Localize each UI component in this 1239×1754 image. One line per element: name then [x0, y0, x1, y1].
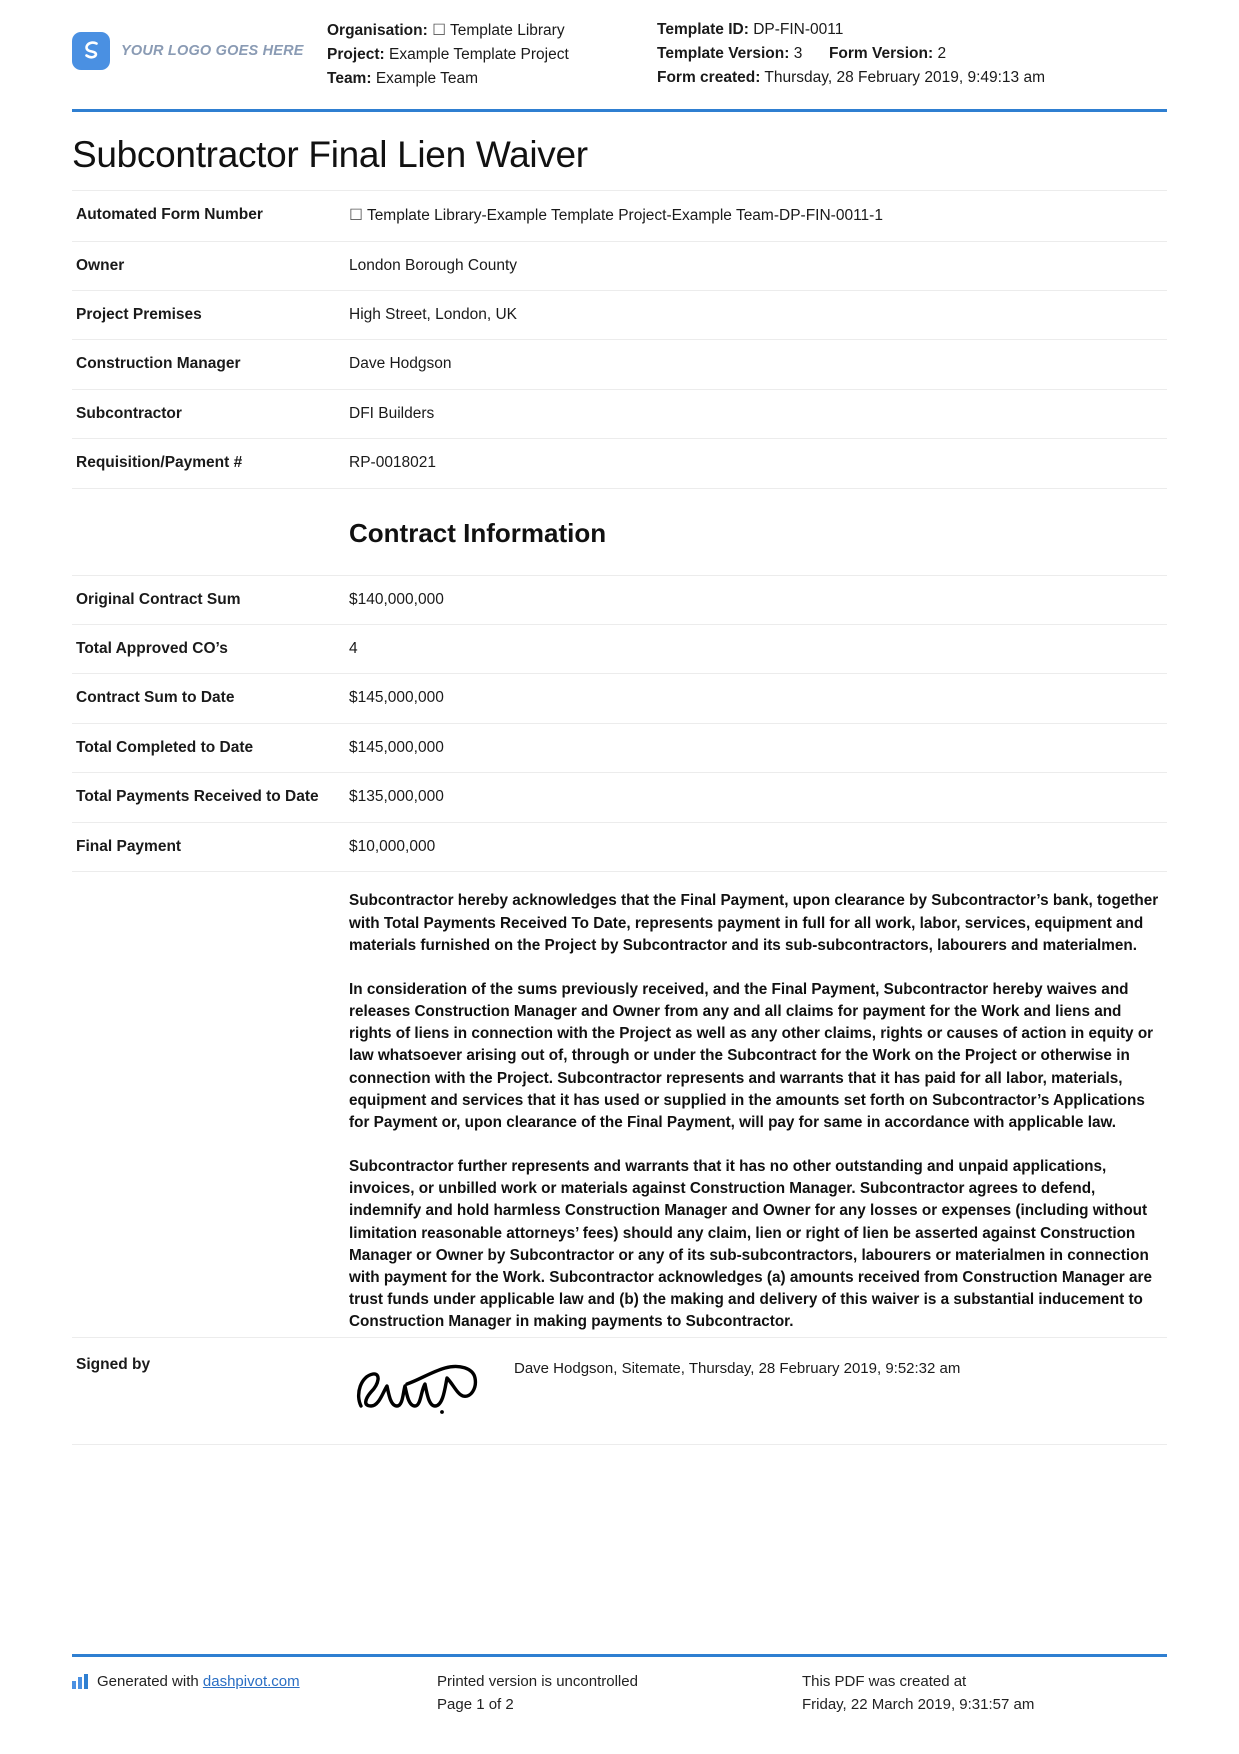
table-row	[72, 389, 1167, 438]
project-value: Example Template Project	[389, 46, 569, 64]
header-meta-right	[657, 18, 1167, 90]
organisation-icon: ☐	[432, 21, 446, 39]
table-row	[72, 822, 1167, 871]
version-line	[657, 42, 1167, 66]
row-value: $140,000,000	[345, 575, 1167, 624]
table-row	[72, 575, 1167, 624]
footer-printed	[437, 1671, 802, 1716]
row-value: London Borough County	[345, 241, 1167, 290]
organisation-line	[327, 18, 657, 43]
template-version-value: 3	[793, 45, 803, 63]
form-created-value: Thursday, 28 February 2019, 9:49:13 am	[764, 69, 1046, 87]
form-created-line	[657, 66, 1167, 90]
template-id-label: Template ID:	[657, 21, 749, 38]
footer-printed-line1: Printed version is uncontrolled	[437, 1673, 638, 1690]
section-heading-spacer	[72, 488, 345, 575]
team-line	[327, 67, 657, 91]
row-label: Total Payments Received to Date	[72, 773, 345, 822]
footer-created	[802, 1671, 1167, 1716]
row-label: Contract Sum to Date	[72, 674, 345, 723]
footer-divider	[72, 1654, 1167, 1657]
document-footer	[72, 1654, 1167, 1716]
table-row	[72, 191, 1167, 241]
row-label: Subcontractor	[72, 389, 345, 438]
signature-image	[349, 1354, 514, 1423]
row-label: Total Approved CO’s	[72, 625, 345, 674]
footer-created-line1: This PDF was created at	[802, 1673, 967, 1690]
table-row	[72, 674, 1167, 723]
table-row	[72, 625, 1167, 674]
header-divider	[72, 109, 1167, 112]
row-label: Original Contract Sum	[72, 575, 345, 624]
form-created-label: Form created:	[657, 69, 761, 87]
company-logo-icon	[72, 32, 110, 70]
page-title: Subcontractor Final Lien Waiver	[72, 134, 588, 176]
project-label: Project:	[327, 46, 385, 64]
form-number-icon: ☐	[349, 206, 363, 225]
row-value-text: Template Library-Example Template Project-Example Team-DP-FIN-0011-1	[366, 207, 883, 225]
template-version-label: Template Version:	[657, 45, 790, 63]
section-heading-row	[72, 488, 1167, 575]
table-row	[72, 290, 1167, 339]
footer-created-line2: Friday, 22 March 2019, 9:31:57 am	[802, 1695, 1035, 1713]
table-row	[72, 723, 1167, 772]
signature-row	[72, 1338, 1167, 1444]
row-value: $10,000,000	[345, 822, 1167, 871]
signature-meta: Dave Hodgson, Sitemate, Thursday, 28 February 2019, 9:52:32 am	[514, 1360, 961, 1378]
row-value: High Street, London, UK	[345, 290, 1167, 339]
row-value: DFI Builders	[345, 389, 1167, 438]
row-label: Total Completed to Date	[72, 723, 345, 772]
footer-generated-prefix: Generated with	[97, 1673, 203, 1690]
footer-page-number: Page 1 of 2	[437, 1695, 514, 1713]
signature-label: Signed by	[72, 1338, 345, 1444]
row-value: $145,000,000	[345, 674, 1167, 723]
chart-bars-icon	[72, 1671, 89, 1697]
project-line	[327, 43, 657, 67]
header-meta-left	[327, 18, 657, 91]
legal-spacer	[72, 872, 345, 1338]
row-value: $135,000,000	[345, 773, 1167, 822]
team-label: Team:	[327, 70, 372, 88]
dashpivot-link[interactable]: dashpivot.com	[202, 1673, 300, 1690]
legal-paragraph-1: Subcontractor hereby acknowledges that the Final Payment, upon clearance by Subcontractor’s bank, together with Total Payments Received To Date, represents payment in full for all work, labor, services, equipment and materials furnished on the Project by Subcontractor and its sub-subcontractors, labourers and materialmen.	[349, 892, 1159, 954]
template-id-line	[657, 18, 1167, 42]
row-value: Dave Hodgson	[345, 340, 1167, 389]
row-label: Automated Form Number	[72, 191, 345, 241]
row-value: 4	[345, 625, 1167, 674]
logo-text: YOUR LOGO GOES HERE	[121, 43, 304, 59]
form-version-label: Form Version:	[828, 45, 934, 63]
form-version-value: 2	[937, 45, 947, 63]
table-row	[72, 439, 1167, 488]
legal-paragraph-2: In consideration of the sums previously received, and the Final Payment, Subcontractor hereby waives and releases Construction Manager and Owner from any and all claims for payment for the Work and liens and rights of liens in connection with the Project as well as any other claims, rights or causes of action in equity or law whatsoever arising out of, through or under the Subcontract for the Work on the Project or otherwise in connection with the Project. Subcontractor represents and warrants that it has paid for all labor, materials, equipment and services that it has used or supplied in the amounts set forth on Subcontractor’s Applications for Payment or, upon clearance of the Final Payment, will pay for same in accordance with applicable law.	[349, 980, 1154, 1131]
row-label: Construction Manager	[72, 340, 345, 389]
team-value: Example Team	[375, 70, 479, 88]
row-value	[345, 191, 1167, 241]
logo-block	[72, 18, 327, 70]
details-table	[72, 190, 1167, 1445]
legal-text-row	[72, 872, 1167, 1338]
legal-paragraph-3: Subcontractor further represents and warrants that it has no other outstanding and unpaid applications, invoices, or unbilled work or materials against Construction Manager. Subcontractor agrees to defend, indemnify and hold harmless Construction Manager and Owner for any losses or expenses (including without limitation reasonable attorneys’ fees) should any claim, lien or right of lien be asserted against Construction Manager or Owner by Subcontractor or any of its sub-subcontractors, labourers or materialmen in connection with payment for the Work. Subcontractor acknowledges (a) amounts received from Construction Manager are trust funds under applicable law and (b) the making and delivery of this waiver is a substantial inducement to Construction Manager in making payments to Subcontractor.	[349, 1158, 1152, 1331]
footer-generated	[72, 1671, 437, 1716]
row-label: Final Payment	[72, 822, 345, 871]
template-id-value: DP-FIN-0011	[753, 21, 844, 38]
document-header	[0, 0, 1239, 91]
row-label: Requisition/Payment #	[72, 439, 345, 488]
row-label: Project Premises	[72, 290, 345, 339]
section-title: Contract Information	[349, 517, 607, 548]
table-row	[72, 241, 1167, 290]
row-value: RP-0018021	[345, 439, 1167, 488]
organisation-label: Organisation:	[327, 22, 428, 39]
table-row	[72, 773, 1167, 822]
table-row	[72, 340, 1167, 389]
row-label: Owner	[72, 241, 345, 290]
organisation-value: Template Library	[450, 22, 565, 39]
row-value: $145,000,000	[345, 723, 1167, 772]
